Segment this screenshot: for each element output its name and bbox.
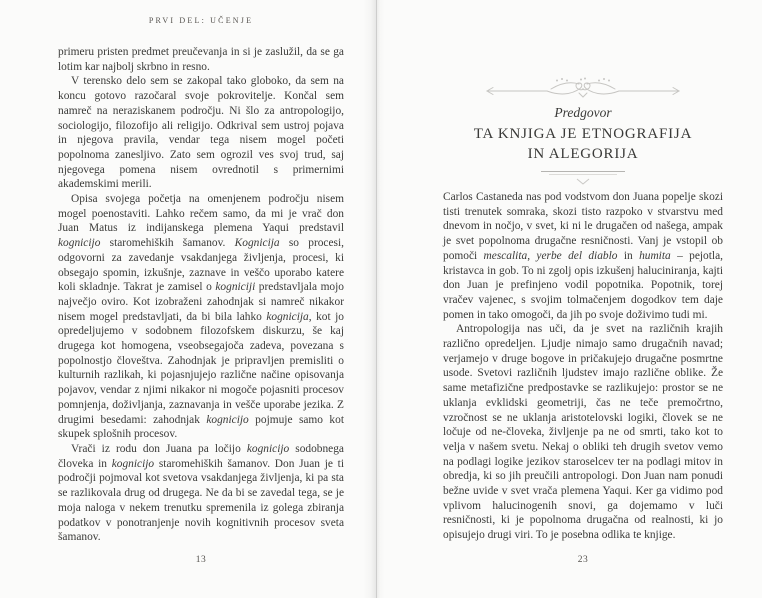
header-flourish-ornament bbox=[485, 76, 681, 100]
left-page-body bbox=[58, 45, 344, 545]
italic-text-segment: kognicijo bbox=[246, 442, 290, 455]
text-segment: Vrači iz rodu don Juana pa ločijo bbox=[71, 442, 247, 455]
italic-text-segment: yerbe del diablo bbox=[536, 249, 618, 262]
text-segment: so procesi, odgovorni za zavedanje vsakdanjega življenja, procesi, ki obsegajo spomin, izkušnje, zaznave in veščo uporabo katere koli skladnje. Takrat je zamisel o bbox=[58, 237, 344, 294]
italic-text-segment: kognicijo bbox=[206, 413, 249, 426]
chapter-title-line-2: IN ALEGORIJA bbox=[527, 146, 639, 162]
page-number-left: 13 bbox=[195, 555, 207, 565]
text-segment: in bbox=[617, 249, 640, 262]
text-segment: , bbox=[527, 249, 537, 262]
running-header: PRVI DEL: UČENJE bbox=[148, 16, 254, 25]
text-segment: , kot jo opredeljujemo v sodobnem filozofskem diskurzu, še kaj drugega kot homogena, vseobsegajoča zadeva, povezana s popolnostjo človeštva. Zahodnjak je pripravljen premisliti o kulturnih razlikah, ki pojasnjujejo različne načine opisovanja pojavov, vendar z njimi nikakor ni mogoče pojasniti procesov pomnjenja, doživljanja, zaznavanja in vešče uporabe jezika. Z drugimi besedami: zahodnjak bbox=[58, 310, 344, 426]
italic-text-segment: humita bbox=[639, 249, 671, 262]
text-segment: Antropologija nas uči, da je svet na različnih krajih različno opredeljen. Ljudje nimajo samo drugačnih navad; verjamejo v druge bogove in pričakujejo drugačne posmrtne usode. Svetovi različnih ljudstev imajo različne oblike. Že same metafizične predpostavke se razlikujejo: prostor se ne uklanja evklidski geometriji, čas ne teče premočrtno, vzročnost se ne uklanja aristotelovski logiki, človek se ne ločuje od ne-človeka, življenje pa ne od smrti, tako kot to velja v našem svetu. Nekaj o obliki teh drugih svetov vemo na podlagi logike jezikov staroselcev ter na podlagi mitov in obredja, ki so jih preučili antropologi. Don Juan nam ponudi bežne uvide v svet vrača plemena Yaqui. Ker ga vidimo pod vplivom halucinogenih snovi, ga dojemamo v luči resničnosti, ki je popolnoma drugačna od realnosti, ki jo opisujejo drugi viri. To je posebna odlika te knjige. bbox=[443, 323, 723, 542]
italic-text-segment: kognicijo bbox=[111, 457, 155, 470]
text-segment: staromehiških šamanov. bbox=[100, 237, 235, 250]
title-divider-ornament bbox=[541, 170, 625, 186]
text-segment: – pejotla, kristavca in gob. To ni zgolj opis izkušenj haluciniranja, kajti don Juan je prefinjeno vodil popotnika. Popotnik, torej vračev vajenec, s svojim tolmačenjem dogodkov tem daje pomen in tako omogoči, da jih po svoje doživimo tudi mi. bbox=[443, 249, 723, 321]
italic-text-segment: kognicijo bbox=[58, 237, 101, 250]
paragraph bbox=[58, 192, 344, 442]
paragraph bbox=[58, 45, 344, 74]
chapter-heading bbox=[433, 76, 733, 186]
text-segment: staromehiških šamanov. Don Juan je ti področji pojmoval kot svetova vsakdanjega življenja, ki pa sta se razlikovala drug od drugega. Ne da bi se zavedal tega, se je moja naloga v nekem trenutku spremenila iz golega zbiranja podatkov v ponotranjenje novih kognitivnih procesov sveta šamanov. bbox=[58, 457, 344, 544]
page-gutter-shadow bbox=[363, 0, 385, 598]
paragraph bbox=[443, 190, 723, 322]
chapter-label: Predgovor bbox=[554, 105, 612, 120]
text-segment: predstavljala mojo največjo oviro. Kot izobraženi zahodnjak si namreč nikakor nisem mogel predstavljati, da bi bila lahko bbox=[58, 281, 344, 323]
right-page-body bbox=[443, 190, 723, 543]
text-segment: Carlos Castaneda nas pod vodstvom don Juana popelje skozi tisti trenutek somraka, skozi tisto razpoko v stvarstvu med dnevom in nočjo, v svet, ki ni le drugačen od našega, ampak je svet popolnoma drugačne resničnosti. Vanj je vstopil ob pomoči bbox=[443, 191, 723, 262]
italic-text-segment: Kognicija bbox=[234, 237, 280, 250]
paragraph bbox=[58, 442, 344, 545]
italic-text-segment: mescalita bbox=[483, 249, 528, 262]
page-number-right: 23 bbox=[577, 555, 589, 565]
paragraph bbox=[443, 322, 723, 543]
text-segment: sodobnega človeka in bbox=[58, 442, 344, 470]
paragraph bbox=[58, 74, 344, 192]
chapter-title bbox=[433, 124, 733, 164]
text-segment: pojmuje samo kot skupek splošnih procesov. bbox=[58, 413, 344, 441]
text-segment: Opisa svojega početja na omenjenem področju nisem mogel poenostaviti. Lahko rečem samo, da mi je vrač don Juan Matus iz indijanskega plemena Yaqui predstavil bbox=[58, 193, 344, 235]
italic-text-segment: kogniciji bbox=[215, 281, 256, 294]
italic-text-segment: kognicija bbox=[266, 310, 309, 323]
chapter-title-line-1: TA KNJIGA JE ETNOGRAFIJA bbox=[473, 126, 693, 142]
text-segment: V terensko delo sem se zakopal tako globoko, da sem na koncu gotovo razočaral svoje pokrovitelje. Končal sem namreč na neraziskanem področju. Ni šlo za antropologijo, sociologijo, filozofijo ali religijo. Odkrival sem ustroj pojava in njegova pravila, vendar tega nisem mogel početi popolnoma zanesljivo. Zato sem ogrozil ves svoj trud, saj njegovega pomena nisem ovrednotil s primernimi akademskimi merili. bbox=[58, 75, 344, 191]
text-segment: primeru pristen predmet preučevanja in si je zaslužil, da se ga lotim kar najbolj skrbno in resno. bbox=[58, 46, 344, 73]
